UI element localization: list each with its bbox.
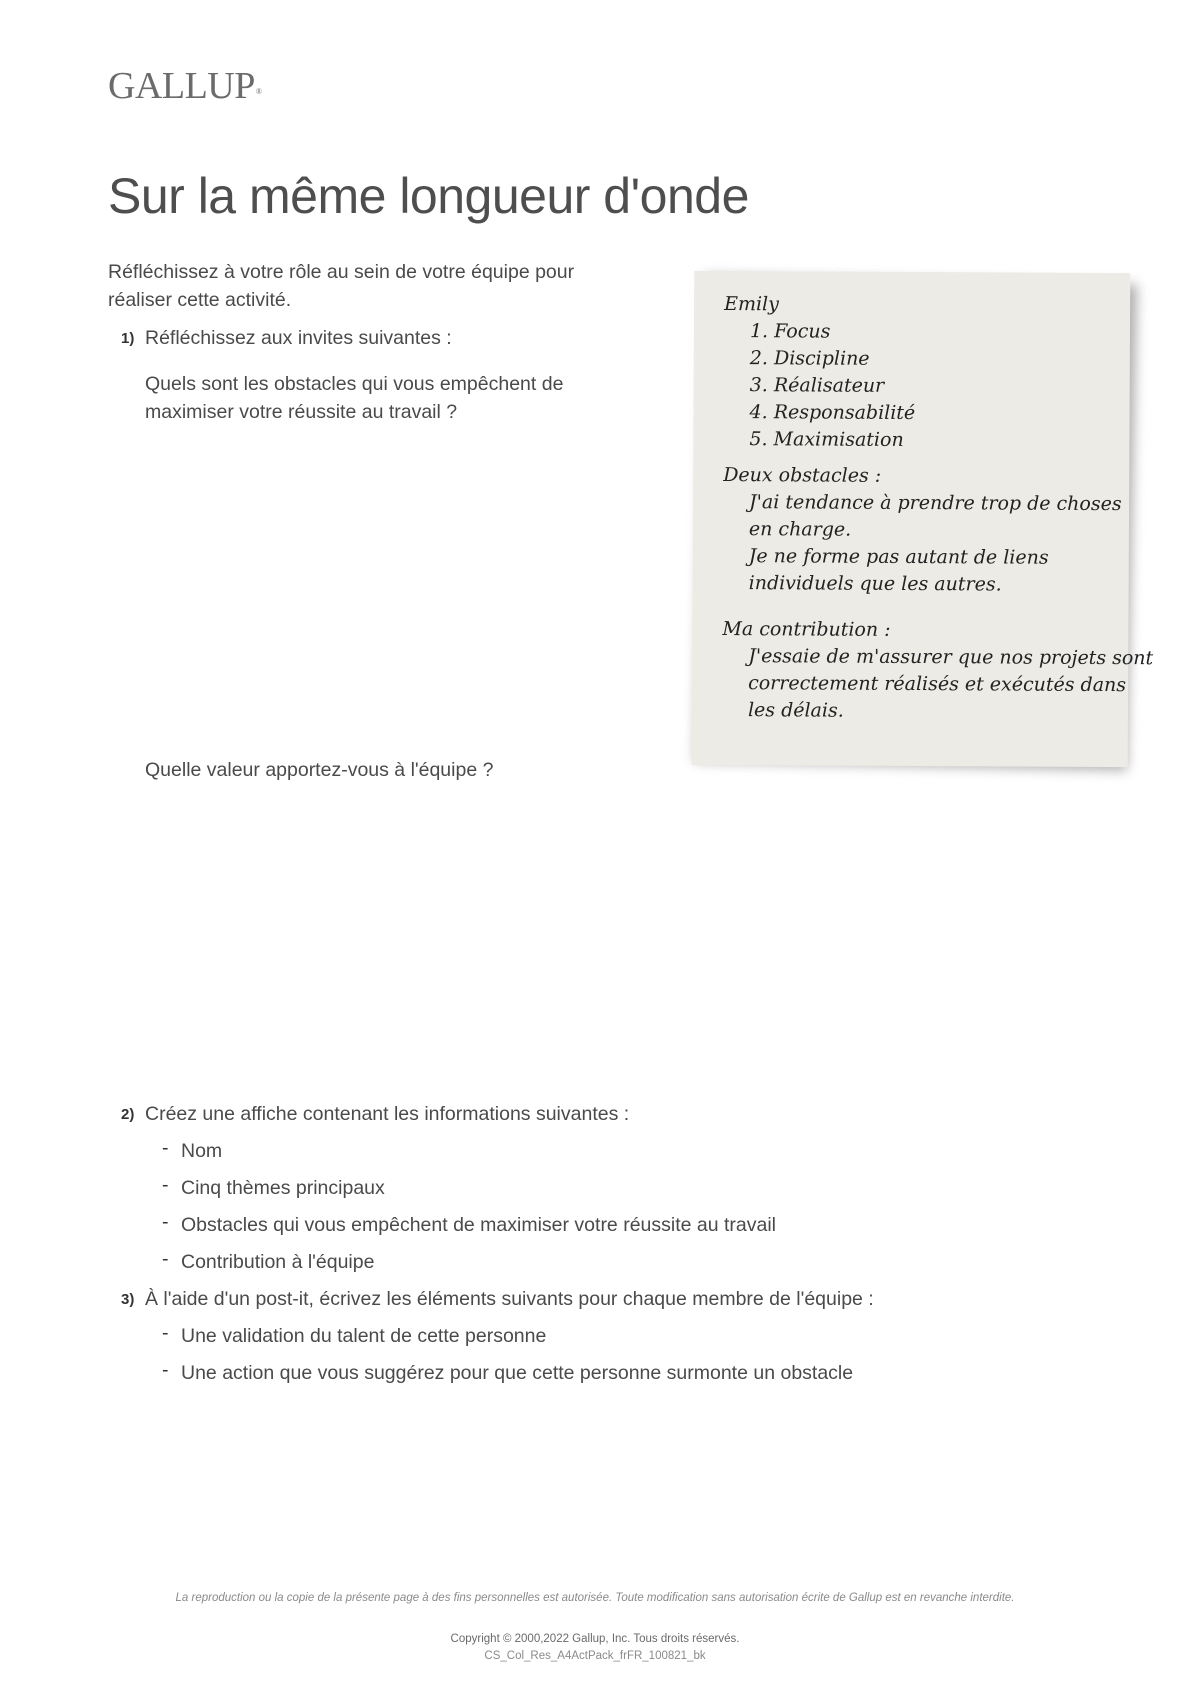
list-item: Obstacles qui vous empêchent de maximiser votre réussite au travail (181, 1214, 777, 1236)
note-contribution-label: Ma contribution : (722, 618, 891, 641)
note-theme: 2. Discipline (749, 347, 870, 370)
step-2-number: 2) (121, 1106, 135, 1123)
question-obstacles: Quels sont les obstacles qui vous empêchent de maximiser votre réussite au travail ? (145, 373, 564, 423)
note-theme: 3. Réalisateur (749, 374, 885, 397)
document-code: CS_Col_Res_A4ActPack_frFR_100821_bk (484, 1650, 706, 1662)
sticky-note (692, 271, 1154, 767)
note-obstacle-line: Je ne forme pas autant de liens (748, 545, 1049, 569)
note-obstacle-line: en charge. (748, 518, 852, 541)
step-1-number: 1) (121, 330, 135, 347)
note-contribution-line: correctement réalisés et exécutés dans (748, 672, 1127, 697)
step-3-number: 3) (121, 1291, 135, 1308)
page-title: Sur la même longueur d'onde (108, 168, 749, 224)
step-3-text: À l'aide d'un post-it, écrivez les éléments suivants pour chaque membre de l'équipe : (145, 1288, 874, 1310)
step-2-text: Créez une affiche contenant les informations suivantes : (145, 1103, 630, 1125)
reproduction-notice: La reproduction ou la copie de la présente page à des fins personnelles est autorisée. Toute modification sans autorisation écrite de Gallup est en revanche interdite. (175, 1592, 1015, 1604)
note-theme: 4. Responsabilité (749, 401, 916, 425)
note-obstacle-line: J'ai tendance à prendre trop de choses (749, 491, 1122, 516)
bullet-dash: - (162, 1359, 169, 1381)
note-obstacle-line: individuels que les autres. (748, 572, 1002, 596)
list-item: Nom (181, 1140, 223, 1162)
intro-text: Réfléchissez à votre rôle au sein de votre équipe pour réaliser cette activité. (108, 261, 575, 311)
bullet-dash: - (162, 1248, 169, 1270)
gallup-logo: GALLUP® (108, 65, 262, 107)
note-theme: 1. Focus (749, 320, 831, 343)
bullet-dash: - (162, 1211, 169, 1233)
list-item: Contribution à l'équipe (181, 1251, 375, 1273)
bullet-dash: - (162, 1322, 169, 1344)
bullet-dash: - (162, 1137, 169, 1159)
list-item: Une validation du talent de cette personne (181, 1325, 547, 1347)
note-contribution-line: J'essaie de m'assurer que nos projets sont (748, 645, 1154, 670)
note-name: Emily (724, 293, 779, 316)
bullet-dash: - (162, 1174, 169, 1196)
copyright: Copyright © 2000,2022 Gallup, Inc. Tous droits réservés. (450, 1633, 740, 1645)
question-value: Quelle valeur apportez-vous à l'équipe ? (145, 759, 494, 781)
note-contribution-line: les délais. (747, 699, 844, 722)
list-item: Une action que vous suggérez pour que cette personne surmonte un obstacle (181, 1362, 854, 1384)
note-obstacles-label: Deux obstacles : (723, 464, 882, 487)
note-theme: 5. Maximisation (749, 428, 904, 451)
step-1-text: Réfléchissez aux invites suivantes : (145, 327, 452, 349)
list-item: Cinq thèmes principaux (181, 1177, 385, 1199)
